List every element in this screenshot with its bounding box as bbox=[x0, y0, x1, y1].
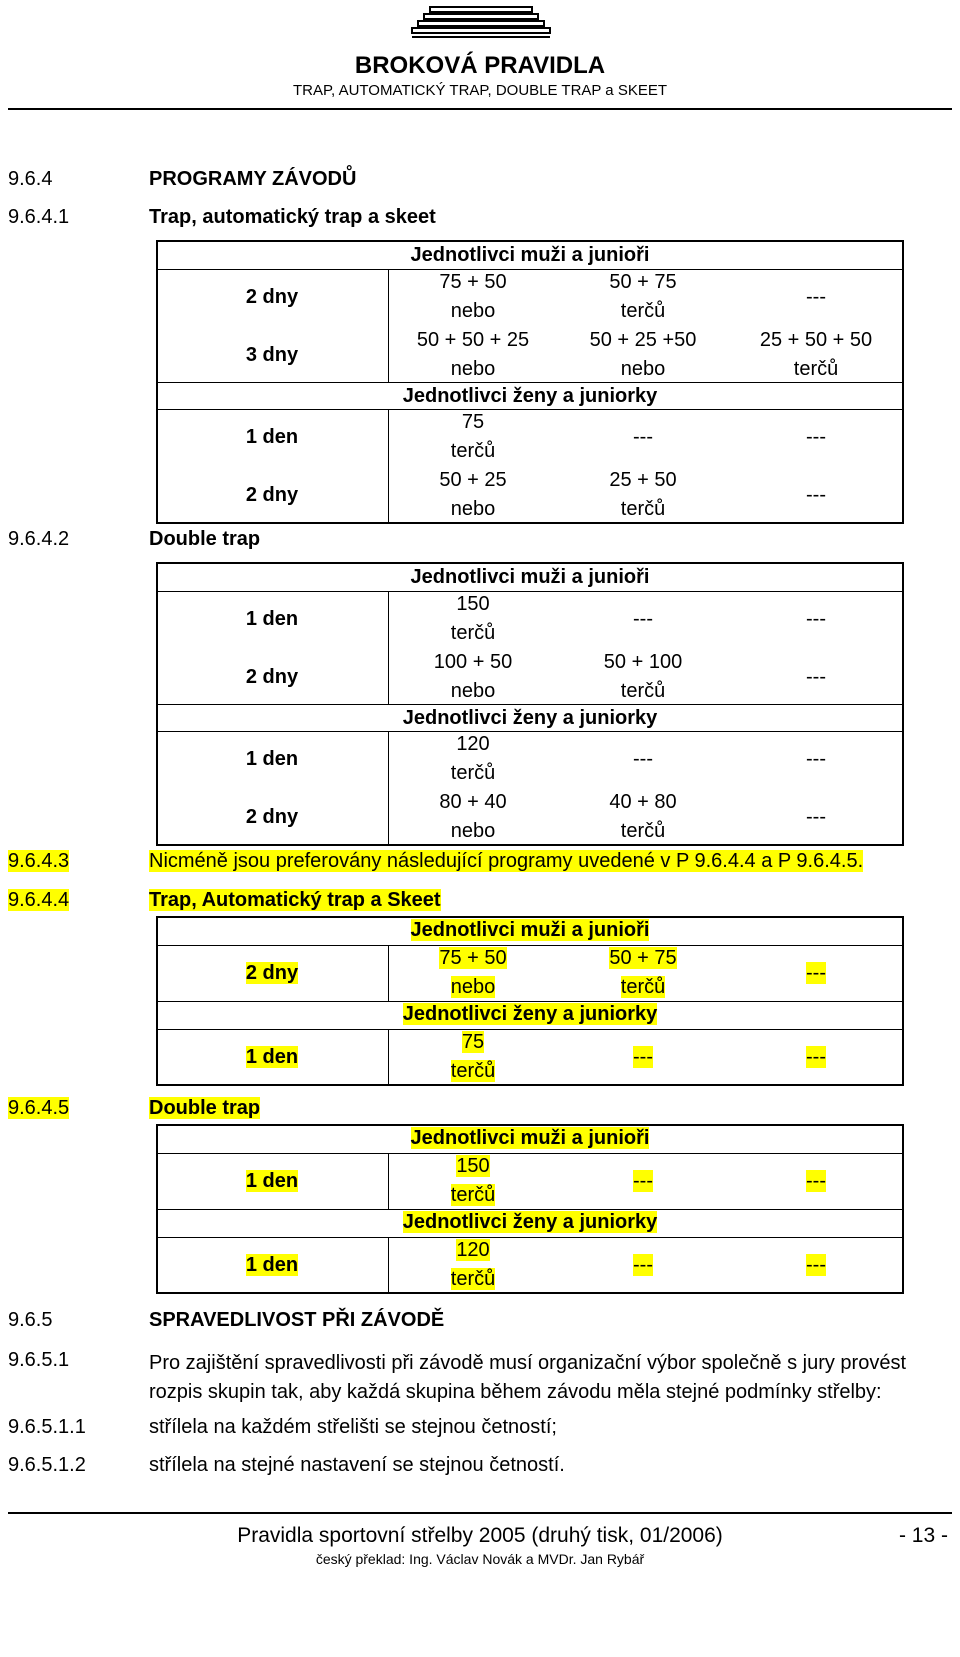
program-unit: nebo bbox=[450, 680, 496, 702]
program-table-rows bbox=[156, 408, 904, 524]
program-value: 75 bbox=[461, 1031, 485, 1053]
section-text: střílela na stejné nastavení se stejnou četností. bbox=[149, 1454, 565, 1476]
days-cell: 2 dny bbox=[245, 285, 299, 308]
program-value: --- bbox=[806, 1169, 826, 1192]
section-number: 9.6.4 bbox=[8, 168, 53, 190]
program-value: --- bbox=[806, 1045, 826, 1068]
section-number: 9.6.5.1.2 bbox=[8, 1454, 86, 1476]
program-unit: terčů bbox=[450, 1184, 496, 1206]
section-number: 9.6.4.1 bbox=[8, 206, 70, 228]
program-value: 50 + 100 bbox=[603, 651, 683, 673]
program-table-rows bbox=[156, 268, 904, 384]
days-label: 2 dny bbox=[245, 665, 299, 688]
section-heading: Double trap bbox=[149, 528, 261, 550]
section-heading: Double trap bbox=[149, 1097, 261, 1119]
days-label: 1 den bbox=[245, 1253, 299, 1276]
footer-divider bbox=[8, 1512, 952, 1514]
program-cell: 25 + 50 + 50 terčů bbox=[759, 329, 873, 380]
program-value: 75 + 50 bbox=[439, 947, 507, 969]
program-unit: terčů bbox=[450, 1060, 496, 1082]
program-cell: --- bbox=[806, 483, 826, 506]
program-cell: --- bbox=[633, 425, 653, 448]
program-value: 120 bbox=[456, 1239, 490, 1261]
program-table-rows bbox=[156, 590, 904, 706]
program-table-rows bbox=[156, 1236, 904, 1294]
program-value: 150 bbox=[456, 1155, 490, 1177]
program-value: 40 + 80 bbox=[609, 791, 677, 813]
section-text: Nicméně jsou preferovány následující programy uvedené v P 9.6.4.4 a P 9.6.4.5. bbox=[149, 850, 864, 872]
section-number: 9.6.4.5 bbox=[8, 1097, 70, 1119]
program-value: --- bbox=[806, 607, 826, 630]
program-value: --- bbox=[806, 665, 826, 688]
program-value: --- bbox=[633, 1045, 653, 1068]
program-value: 80 + 40 bbox=[439, 791, 507, 813]
program-unit: terčů bbox=[450, 1268, 496, 1290]
program-value: --- bbox=[633, 1253, 653, 1276]
paragraph-line: Pro zajištění spravedlivosti při závodě musí organizační výbor společně s jury provést bbox=[149, 1352, 907, 1374]
days-label: 1 den bbox=[245, 747, 299, 770]
days-label: 2 dny bbox=[245, 805, 299, 828]
group-header-men: Jednotlivci muži a junioři bbox=[410, 244, 650, 266]
program-value: --- bbox=[633, 1169, 653, 1192]
days-cell: 3 dny bbox=[245, 343, 299, 366]
program-value: --- bbox=[806, 805, 826, 828]
group-header-men: Jednotlivci muži a junioři bbox=[410, 919, 650, 941]
days-label: 1 den bbox=[245, 1169, 299, 1192]
section-heading: Trap, Automatický trap a Skeet bbox=[149, 889, 441, 911]
program-value: 150 bbox=[456, 593, 490, 615]
program-table-rows bbox=[156, 1028, 904, 1086]
program-cell: 50 + 75 terčů bbox=[609, 271, 677, 322]
program-cell: --- bbox=[806, 285, 826, 308]
program-table-rows bbox=[156, 1152, 904, 1210]
days-cell: 2 dny bbox=[245, 483, 299, 506]
program-value: 50 + 75 bbox=[609, 947, 677, 969]
program-unit: terčů bbox=[620, 820, 666, 842]
paragraph-line: rozpis skupin tak, aby každá skupina během závodu měla stejné podmínky střelby: bbox=[149, 1381, 882, 1403]
program-value: --- bbox=[806, 1253, 826, 1276]
header-divider bbox=[8, 108, 952, 110]
document-title: BROKOVÁ PRAVIDLA bbox=[354, 52, 606, 79]
program-unit: terčů bbox=[620, 976, 666, 998]
program-table-rows bbox=[156, 944, 904, 1002]
group-header-women: Jednotlivci ženy a juniorky bbox=[402, 385, 658, 407]
document-subtitle: TRAP, AUTOMATICKÝ TRAP, DOUBLE TRAP a SKEET bbox=[292, 82, 667, 99]
building-logo-icon bbox=[410, 4, 552, 50]
group-header-women: Jednotlivci ženy a juniorky bbox=[402, 1211, 658, 1233]
program-unit: terčů bbox=[620, 680, 666, 702]
program-cell: 75 terčů bbox=[450, 411, 496, 462]
program-unit: terčů bbox=[450, 622, 496, 644]
program-value: --- bbox=[633, 747, 653, 770]
days-label: 1 den bbox=[245, 1045, 299, 1068]
program-cell: 50 + 50 + 25 nebo bbox=[416, 329, 530, 380]
section-number: 9.6.5.1 bbox=[8, 1349, 70, 1371]
section-number: 9.6.4.3 bbox=[8, 850, 70, 872]
section-paragraph bbox=[149, 1349, 949, 1407]
program-unit: terčů bbox=[450, 762, 496, 784]
section-text: střílela na každém střelišti se stejnou četností; bbox=[149, 1416, 557, 1438]
section-heading: SPRAVEDLIVOST PŘI ZÁVODĚ bbox=[149, 1309, 445, 1331]
program-unit: nebo bbox=[450, 820, 496, 842]
section-number: 9.6.4.4 bbox=[8, 889, 70, 911]
footer-credit: český překlad: Ing. Václav Novák a MVDr. Jan Rybář bbox=[315, 1551, 645, 1567]
program-value: --- bbox=[633, 607, 653, 630]
section-number: 9.6.4.2 bbox=[8, 528, 70, 550]
footer-text: Pravidla sportovní střelby 2005 (druhý tisk, 01/2006) bbox=[237, 1524, 723, 1547]
days-label: 2 dny bbox=[245, 961, 299, 984]
days-cell: 1 den bbox=[245, 425, 299, 448]
program-cell: 50 + 25 nebo bbox=[439, 469, 507, 520]
program-cell: 75 + 50 nebo bbox=[439, 271, 507, 322]
group-header-women: Jednotlivci ženy a juniorky bbox=[402, 707, 658, 729]
program-value: --- bbox=[806, 961, 826, 984]
program-value: 100 + 50 bbox=[433, 651, 513, 673]
program-table-rows bbox=[156, 730, 904, 846]
group-header-women: Jednotlivci ženy a juniorky bbox=[402, 1003, 658, 1025]
program-cell: --- bbox=[806, 425, 826, 448]
section-heading: Trap, automatický trap a skeet bbox=[149, 206, 436, 228]
program-cell: 25 + 50 terčů bbox=[609, 469, 677, 520]
days-label: 1 den bbox=[245, 607, 299, 630]
program-value: --- bbox=[806, 747, 826, 770]
group-header-men: Jednotlivci muži a junioři bbox=[410, 1127, 650, 1149]
program-cell: 50 + 25 +50 nebo bbox=[589, 329, 697, 380]
section-number: 9.6.5.1.1 bbox=[8, 1416, 86, 1438]
section-number: 9.6.5 bbox=[8, 1309, 53, 1331]
group-header-men: Jednotlivci muži a junioři bbox=[410, 566, 650, 588]
program-value: 120 bbox=[456, 733, 490, 755]
section-heading: PROGRAMY ZÁVODŮ bbox=[149, 168, 357, 190]
page-number: - 13 - bbox=[898, 1524, 948, 1547]
program-unit: nebo bbox=[450, 976, 496, 998]
